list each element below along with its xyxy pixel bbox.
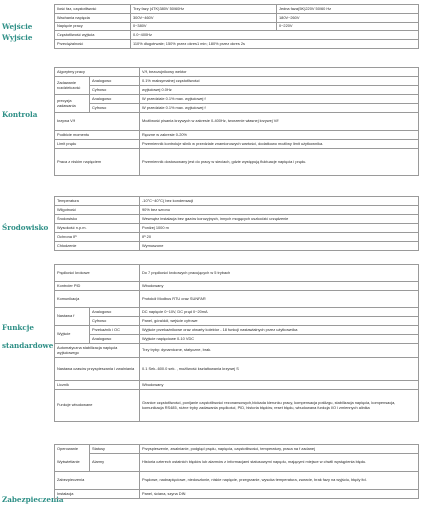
zabezp-table [54,444,419,499]
io-value: 0~220V [277,23,419,31]
io-label: Częstotliwość wyjścia [55,31,131,40]
srodowisko-value: Wewnątrz instalacja bez gazów korozyjnych, innych mogących uszkodzić urządzenie [140,215,419,224]
io-label: Napięcie pracy [55,23,131,31]
section-label-standardowe: standardowe [2,341,54,350]
kontrola-group-label: precyzja zadawania [55,95,90,113]
section-label-wyjscie: Wyjście [2,33,33,42]
srodowisko-value: 90% bez szronu [140,206,419,215]
funkcje-label: Prędkości krokowe [55,265,140,282]
funkcje-value: Granice częstotliwości, ponijanie częstotliwości rezonansowych,blokada kierunku pracy, kompensacja poślizgu, stabilizacja napięcia, kompensacja, komunikacja RS485, różne tryby zadawania prędkości, PID, historia błędów, reset błędu, wbudowana funkcja I/O i zmiennych alinika [140,390,419,422]
funkcje-sublabel: Analogowo [90,308,140,317]
srodowisko-value: -10°C~40°C( bez kondensacji [140,197,419,206]
srodowisko-value: IP 20 [140,233,419,242]
kontrola-label: Praca z niskim napięciem [55,149,140,176]
funkcje-value: Wbudowany [140,381,419,390]
funkcje-value: Wyjście napięciowe 0-10 VDC [140,335,419,344]
kontrola-value: W przedziale 0.1% max. wyjściowej f [140,95,419,104]
funkcje-label: Licznik [55,381,140,390]
funkcje-value: 0.1 Sek.-600.0 sek. , możliwość kształtowania krzywej S [140,358,419,381]
srodowisko-label: Wilgotność [55,206,140,215]
funkcje-value: Panel, góra/dół, wejście cyfrowe [140,317,419,326]
zabezp-label: Instalacja [55,490,140,499]
kontrola-label: Algorytmy pracy [55,68,140,77]
zabezp-sublabel: Alarmy [90,454,140,472]
kontrola-value: Przemiennik dostosowany jest do pracy w sieciach, gdzie występują fluktuacje napięcia i prądu. [140,149,419,176]
funkcje-sublabel: Analogowo [90,335,140,344]
kontrola-label: krzywa V/f [55,113,140,131]
zabezp-sublabel: Statusy [90,445,140,454]
funkcje-group-label: Wyjście [55,326,90,344]
io-value: 300V~460V [131,14,277,23]
funkcje-label: Automatyczna stabilizacja napięcia wyjściowego [55,344,140,358]
funkcje-value: Do 7 prędkości krokowych pracujących w 5 trybach [140,265,419,282]
funkcje-sublabel: Cyfrowo [90,317,140,326]
kontrola-group-label: Zadawanie rozdzielczość [55,77,90,95]
section-label-funkcje: Funkcje [2,323,34,332]
srodowisko-label: Chłodzenie [55,242,140,251]
kontrola-value: Przemiennik kontroluje silnik w przedziale znamionowych wartości, dodatkowo możliwy limit użytkownika. [140,140,419,149]
srodowisko-label: Ochrona IP [55,233,140,242]
zabezp-label: Zabezpieczenia [55,472,140,490]
funkcje-table [54,264,419,422]
kontrola-value: 0.1% maksymalnej częstotliwości [140,77,419,86]
kontrola-sublabel: Cyfrowo [90,104,140,113]
io-table [54,4,419,49]
section-label-kontrola: Kontrola [2,110,38,119]
kontrola-label: Podbicie momentu [55,131,140,140]
io-label: Ilość faz, częstotliwość [55,5,131,14]
zabezp-value: Panel, ściana, szyna DIN [140,490,419,499]
kontrola-value: Możliwość pisania krzywych w zakresie 0-400Hz, tworzenie własnej krzywej V/f [140,113,419,131]
kontrola-label: Limit prądu [55,140,140,149]
funkcje-value: Wbudowany [140,282,419,291]
io-value: 0~380V [131,23,277,31]
kontrola-sublabel: Analogowo [90,95,140,104]
section-label-wejscie: Wejście [2,22,33,31]
kontrola-sublabel: Analogowo [90,77,140,86]
funkcje-value: Trzy tryby: dynamiczne, statyczne, brak. [140,344,419,358]
funkcje-value: Wyjście przekaźnikowe oraz otwarty kolektor - 18 funkcji nastawialnych przez użytkownika [140,326,419,335]
kontrola-value: Ręczne w zakresie 0-20% [140,131,419,140]
zabezp-group-label: Wyświetlanie [55,454,90,472]
srodowisko-label: Temperatura [55,197,140,206]
funkcje-label: Komunikacja [55,291,140,308]
zabezp-value: Historia czterech ostatnich błędów lub alarmów z informacjami statusowymi napędu, mającymi miejsce w chwili wystąpienia błędu. [140,454,419,472]
srodowisko-table [54,196,419,251]
io-value: Jedna faza(5K)220V 50/60 Hz [277,5,419,14]
io-value: Trzy fazy (4TK)380V 50/60Hz [131,5,277,14]
funkcje-value: Protokół Modbus RTU oraz SUNFAR [140,291,419,308]
funkcje-value: DC napięcie 0~10V, DC prąd 0~20mA [140,308,419,317]
kontrola-value: wyjściowej 0.0Hz [140,86,419,95]
io-label: Wachania napięcia [55,14,131,23]
funkcje-label: Kontroler PID [55,282,140,291]
funkcje-label: Funkcje wbudowane [55,390,140,422]
kontrola-value: W przedziale 0.1% max. wyjściowej f [140,104,419,113]
funkcje-sublabel: Przekaźnik i OC [90,326,140,335]
kontrola-table [54,67,419,176]
io-value: 180V~260V [277,14,419,23]
io-value: 0.0~400Hz [131,31,419,40]
section-label-srodowisko: Środowisko [2,223,49,232]
srodowisko-label: Wysokość n.p.m. [55,224,140,233]
funkcje-group-label: Nastawa f [55,308,90,326]
io-value: 110% długotrwale; 150% przez okres1 min; 180% przez okres 2s [131,40,419,49]
srodowisko-value: Wymuszone [140,242,419,251]
zabezp-group-label: Operowanie [55,445,90,454]
zabezp-value: Prądowe, nadnapięciowe, niedoszłonie, niskie napięcie, przegrzanie, wysoka temperatura, zwarcie, brak fazy na wyjściu, błędy itd. [140,472,419,490]
srodowisko-label: Środowisko [55,215,140,224]
section-label-zabezpieczenia: Zabezpieczenia [2,495,64,504]
funkcje-label: Nastawa czasów przyspieszania i zwalniania [55,358,140,381]
io-label: Przeciążalność [55,40,131,49]
kontrola-sublabel: Cyfrowo [90,86,140,95]
srodowisko-value: Poniżej 1000 m [140,224,419,233]
kontrola-value: V/f, bezczujnikowy wektor [140,68,419,77]
zabezp-value: Przyspieszenie, zwalnianie, podgląd prądu, napięcia, częstotliwości, temperatury, praca na f zadanej [140,445,419,454]
